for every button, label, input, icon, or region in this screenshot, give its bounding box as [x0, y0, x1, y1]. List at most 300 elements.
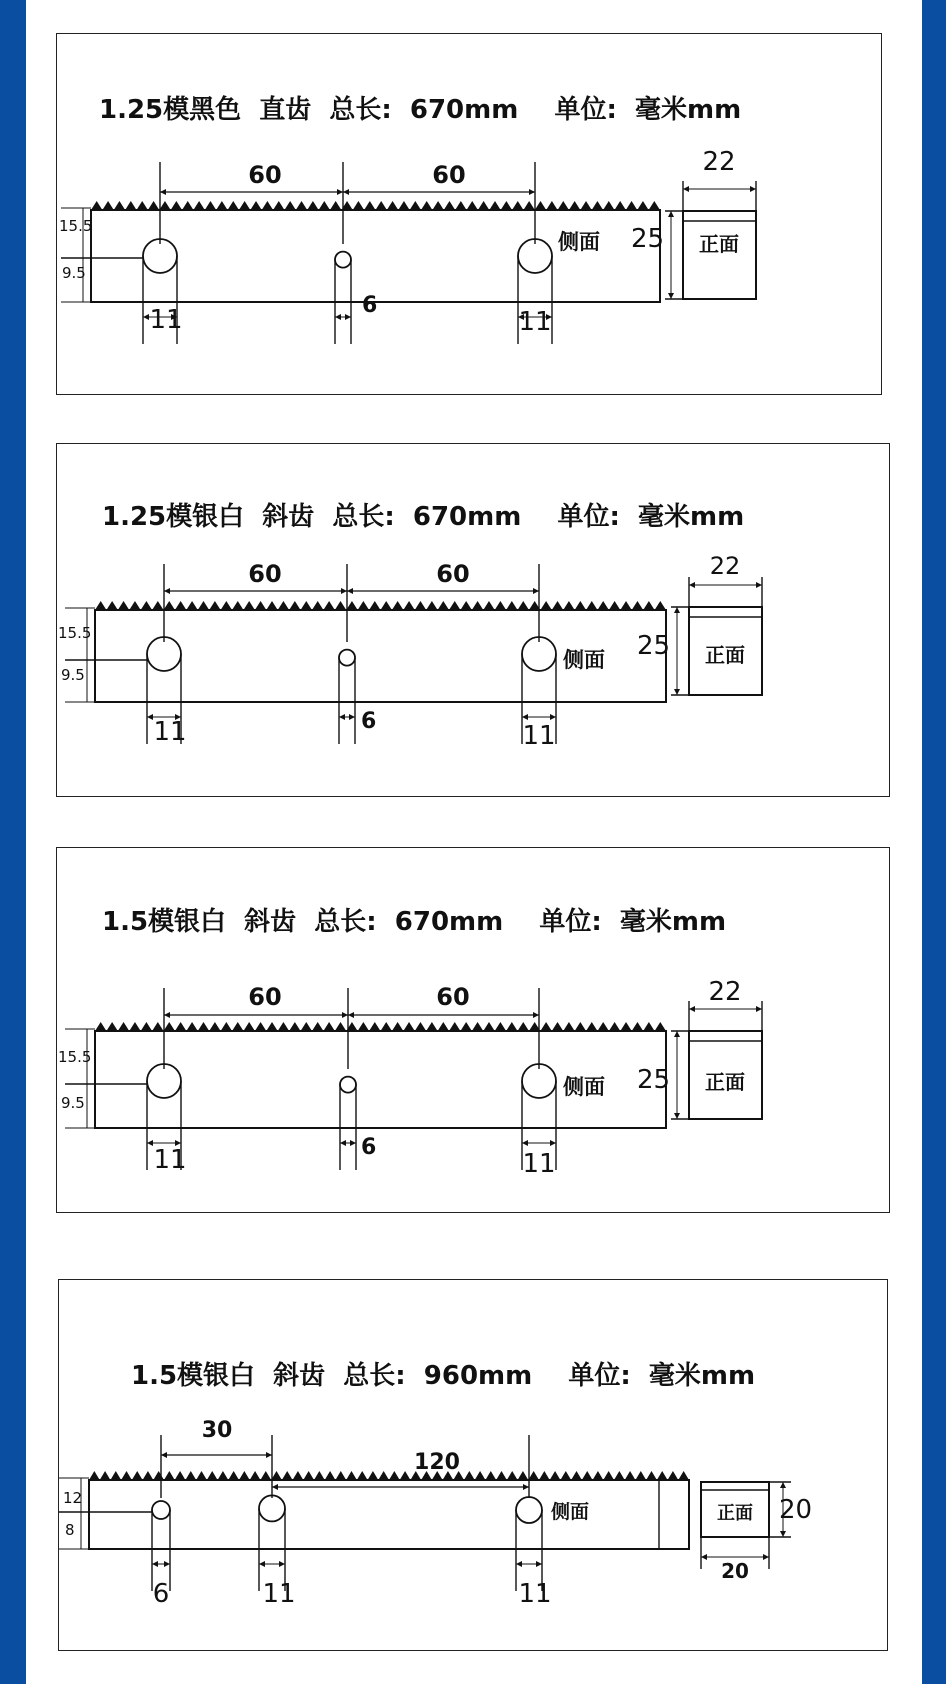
rack-tooth [518, 1471, 529, 1480]
rack-tooth [118, 601, 129, 610]
rack-tooth [141, 601, 152, 610]
arrowhead [343, 189, 349, 195]
arrowhead [668, 293, 674, 299]
rack-tooth [603, 201, 614, 210]
rack-tooth [106, 601, 117, 610]
arrowhead [161, 1452, 167, 1458]
rack-tooth [392, 1022, 403, 1031]
rack-tooth [410, 201, 421, 210]
rack-tooth [239, 201, 250, 210]
arrowhead [750, 186, 756, 192]
rack-tooth [278, 1022, 289, 1031]
front-view-label: 正面 [699, 232, 739, 256]
front-width-label: 20 [721, 1559, 749, 1583]
rack-tooth [626, 201, 637, 210]
dimension-label-60-right: 60 [436, 560, 470, 588]
rack-tooth [266, 601, 277, 610]
rack-tooth [637, 201, 648, 210]
rack-tooth [153, 1471, 164, 1480]
rack-tooth [95, 1022, 106, 1031]
rack-tooth [207, 1471, 218, 1480]
rack-tooth [148, 201, 159, 210]
rack-tooth [625, 1471, 636, 1480]
rack-tooth [523, 201, 534, 210]
arrowhead [683, 186, 689, 192]
hole-left-diameter-label: 11 [153, 1145, 187, 1175]
rack-tooth [250, 1471, 261, 1480]
arrowhead [279, 1561, 285, 1567]
hole-right-diameter-label: 11 [522, 1149, 556, 1179]
hole-right-diameter-label: 11 [522, 721, 556, 751]
side-view-label: 侧面 [551, 1501, 590, 1523]
rack-tooth [558, 201, 569, 210]
rack-tooth [593, 1471, 604, 1480]
mounting-hole [340, 1077, 356, 1093]
rack-tooth [243, 601, 254, 610]
rack-tooth [369, 1022, 380, 1031]
arrowhead [164, 588, 170, 594]
rack-tooth [432, 201, 443, 210]
rack-tooth [221, 601, 232, 610]
rack-tooth [175, 601, 186, 610]
rack-tooth [506, 601, 517, 610]
arrowhead [689, 1006, 695, 1012]
rack-tooth [472, 1022, 483, 1031]
rack-tooth [185, 1471, 196, 1480]
rack-diagram [57, 34, 883, 396]
rack-tooth [159, 201, 170, 210]
rack-tooth [186, 601, 197, 610]
front-view-label: 正面 [705, 1070, 745, 1094]
arrowhead [533, 588, 539, 594]
rack-tooth [221, 1022, 232, 1031]
rack-tooth [460, 601, 471, 610]
rack-tooth [586, 601, 597, 610]
rack-tooth [678, 1471, 689, 1480]
rack-tooth [182, 201, 193, 210]
arrowhead [337, 189, 343, 195]
arrowhead [756, 582, 762, 588]
mounting-hole [152, 1501, 170, 1519]
rack-tooth [512, 201, 523, 210]
rack-tooth [266, 1022, 277, 1031]
arrowhead [550, 1140, 556, 1146]
arrowhead [780, 1482, 786, 1488]
rack-tooth [668, 1471, 679, 1480]
rack-spec-panel-3 [56, 847, 890, 1213]
rack-tooth [381, 1022, 392, 1031]
mounting-hole [335, 252, 351, 268]
rack-tooth [175, 1022, 186, 1031]
arrowhead [348, 1012, 354, 1018]
rack-tooth [325, 1471, 336, 1480]
rack-tooth [460, 1022, 471, 1031]
rack-tooth [137, 201, 148, 210]
rack-tooth [301, 601, 312, 610]
rack-tooth [228, 1471, 239, 1480]
mounting-hole [522, 637, 556, 671]
hole-right-diameter-label: 11 [518, 307, 552, 337]
rack-tooth [569, 201, 580, 210]
rack-tooth [260, 1471, 271, 1480]
rack-tooth [518, 601, 529, 610]
rack-tooth [218, 1471, 229, 1480]
rack-tooth [620, 601, 631, 610]
rack-tooth [335, 1022, 346, 1031]
rack-tooth [335, 601, 346, 610]
mounting-hole [522, 1064, 556, 1098]
arrowhead [536, 1561, 542, 1567]
rack-tooth [369, 601, 380, 610]
front-height-label: 25 [637, 631, 671, 661]
rack-tooth [293, 1471, 304, 1480]
rack-tooth [271, 1471, 282, 1480]
rack-tooth [592, 201, 603, 210]
rack-tooth [483, 601, 494, 610]
rack-tooth [312, 1022, 323, 1031]
rack-tooth [319, 201, 330, 210]
rack-tooth [655, 1022, 666, 1031]
arrowhead [350, 1140, 356, 1146]
rack-tooth [552, 1022, 563, 1031]
rack-tooth [655, 601, 666, 610]
rack-tooth [164, 601, 175, 610]
rack-tooth [353, 201, 364, 210]
rack-tooth [314, 1471, 325, 1480]
rack-spec-panel-1 [56, 33, 882, 395]
rack-tooth [378, 1471, 389, 1480]
rack-tooth [330, 201, 341, 210]
front-view-label: 正面 [717, 1503, 753, 1524]
rack-tooth [540, 601, 551, 610]
arrowhead [516, 1561, 522, 1567]
rack-tooth [506, 1022, 517, 1031]
rack-tooth [389, 1471, 400, 1480]
rack-tooth [232, 601, 243, 610]
rack-tooth [110, 1471, 121, 1480]
rack-tooth [284, 201, 295, 210]
rack-tooth [357, 1471, 368, 1480]
rack-tooth [495, 601, 506, 610]
hole-right-diameter-label: 11 [518, 1579, 552, 1609]
rack-tooth [368, 1471, 379, 1480]
rack-tooth [141, 1022, 152, 1031]
rack-tooth [381, 601, 392, 610]
front-width-label: 22 [709, 552, 741, 580]
rack-tooth [609, 601, 620, 610]
rack-tooth [489, 201, 500, 210]
rack-tooth [580, 201, 591, 210]
mounting-hole [259, 1495, 285, 1521]
rack-tooth [403, 601, 414, 610]
arrowhead [147, 714, 153, 720]
rack-tooth [307, 201, 318, 210]
rack-tooth [289, 601, 300, 610]
arrowhead [164, 1561, 170, 1567]
rack-tooth [535, 201, 546, 210]
mounting-hole [516, 1497, 542, 1523]
arrowhead [143, 314, 149, 320]
rack-tooth [398, 201, 409, 210]
rack-tooth [485, 1471, 496, 1480]
dimension-label-60-left: 60 [248, 161, 282, 189]
rack-tooth [620, 1022, 631, 1031]
arrowhead [689, 582, 695, 588]
rack-tooth [614, 201, 625, 210]
mounting-hole [518, 239, 552, 273]
arrowhead [152, 1561, 158, 1567]
hole-middle-diameter-label: 6 [361, 1135, 377, 1160]
arrowhead [345, 314, 351, 320]
hole-left-diameter-label: 11 [149, 305, 183, 335]
rack-tooth [495, 1022, 506, 1031]
rack-tooth [649, 201, 660, 210]
mounting-hole [143, 239, 177, 273]
dimension-label-30: 30 [201, 1418, 233, 1443]
dimension-label-60-left: 60 [248, 983, 282, 1011]
rack-tooth [496, 1471, 507, 1480]
rack-tooth [216, 201, 227, 210]
rack-tooth [175, 1471, 186, 1480]
rack-tooth [597, 601, 608, 610]
rack-tooth [426, 601, 437, 610]
dimension-label-60-right: 60 [436, 983, 470, 1011]
arrowhead [259, 1561, 265, 1567]
rack-tooth [102, 201, 113, 210]
rack-tooth [438, 601, 449, 610]
arrowhead [147, 1140, 153, 1146]
rack-tooth [507, 1471, 518, 1480]
rack-tooth [335, 1471, 346, 1480]
rack-tooth [563, 601, 574, 610]
rack-tooth [560, 1471, 571, 1480]
panel-title: 1.5模银白 斜齿 总长: 670mm 单位: 毫米mm [102, 907, 727, 937]
rack-tooth [415, 601, 426, 610]
rack-tooth [346, 601, 357, 610]
mounting-hole [147, 637, 181, 671]
rack-tooth [273, 201, 284, 210]
rack-tooth [575, 1022, 586, 1031]
mounting-hole [339, 650, 355, 666]
rack-tooth [483, 1022, 494, 1031]
hole-middle-diameter-label: 6 [362, 293, 378, 318]
rack-tooth [571, 1471, 582, 1480]
front-height-label: 25 [637, 1065, 671, 1095]
rack-spec-panel-2 [56, 443, 890, 797]
rack-tooth [635, 1471, 646, 1480]
rack-tooth [289, 1022, 300, 1031]
arrowhead [341, 588, 347, 594]
dimension-label-60-right: 60 [432, 161, 466, 189]
rack-tooth [415, 1022, 426, 1031]
rack-tooth [152, 1022, 163, 1031]
rack-tooth [129, 1022, 140, 1031]
front-height-label: 20 [779, 1495, 813, 1525]
arrowhead [522, 714, 528, 720]
rack-tooth [646, 1471, 657, 1480]
rack-tooth [528, 1471, 539, 1480]
rack-tooth [364, 201, 375, 210]
arrowhead [756, 1006, 762, 1012]
rack-bar-body [89, 1480, 689, 1549]
mounting-hole [147, 1064, 181, 1098]
rack-tooth [464, 1471, 475, 1480]
rack-tooth [467, 201, 478, 210]
rack-tooth [255, 601, 266, 610]
rack-tooth [358, 601, 369, 610]
rack-spec-panel-4 [58, 1279, 888, 1651]
arrowhead [347, 588, 353, 594]
rack-tooth [193, 201, 204, 210]
rack-tooth [209, 1022, 220, 1031]
front-height-label: 25 [631, 224, 665, 254]
arrowhead [340, 1140, 346, 1146]
rack-tooth [643, 1022, 654, 1031]
rack-tooth [198, 601, 209, 610]
rack-tooth [609, 1022, 620, 1031]
lower-height-label: 9.5 [61, 1094, 85, 1112]
arrowhead [339, 714, 345, 720]
rack-tooth [455, 201, 466, 210]
rack-tooth [586, 1022, 597, 1031]
rack-tooth [100, 1471, 111, 1480]
rack-tooth [196, 1471, 207, 1480]
side-view-label: 侧面 [563, 1075, 605, 1099]
rack-tooth [205, 201, 216, 210]
arrowhead [668, 211, 674, 217]
rack-tooth [603, 1471, 614, 1480]
arrowhead [335, 314, 341, 320]
hole-middle-diameter-label: 6 [361, 709, 377, 734]
rack-tooth [91, 201, 102, 210]
rack-diagram [57, 444, 891, 798]
rack-tooth [421, 201, 432, 210]
dimension-label-120: 120 [414, 1450, 460, 1475]
rack-tooth [597, 1022, 608, 1031]
rack-tooth [403, 1022, 414, 1031]
rack-tooth [387, 201, 398, 210]
rack-tooth [143, 1471, 154, 1480]
panel-title: 1.25模银白 斜齿 总长: 670mm 单位: 毫米mm [102, 502, 745, 532]
arrowhead [674, 1031, 680, 1037]
rack-tooth [296, 201, 307, 210]
front-width-label: 22 [708, 977, 742, 1007]
front-width-label: 22 [702, 147, 736, 177]
upper-height-label: 15.5 [59, 217, 93, 235]
rack-tooth [444, 201, 455, 210]
rack-tooth [657, 1471, 668, 1480]
rack-tooth [303, 1471, 314, 1480]
arrowhead [674, 607, 680, 613]
side-view-label: 侧面 [558, 230, 600, 254]
rack-tooth [426, 1022, 437, 1031]
rack-tooth [129, 601, 140, 610]
rack-tooth [449, 1022, 460, 1031]
upper-height-label: 12 [63, 1489, 83, 1507]
hole-left-diameter-label: 6 [152, 1579, 170, 1609]
dimension-label-60-left: 60 [248, 560, 282, 588]
upper-height-label: 15.5 [58, 624, 92, 642]
arrowhead [349, 714, 355, 720]
rack-tooth [118, 1022, 129, 1031]
rack-tooth [475, 1471, 486, 1480]
rack-tooth [518, 1022, 529, 1031]
hole-middle-diameter-label: 11 [262, 1579, 296, 1609]
rack-tooth [228, 201, 239, 210]
rack-tooth [449, 601, 460, 610]
rack-tooth [239, 1471, 250, 1480]
rack-tooth [575, 601, 586, 610]
arrowhead [674, 1113, 680, 1119]
arrowhead [529, 189, 535, 195]
arrowhead [533, 1012, 539, 1018]
rack-tooth [152, 601, 163, 610]
arrowhead [674, 689, 680, 695]
rack-tooth [232, 1022, 243, 1031]
rack-diagram [57, 848, 891, 1214]
rack-tooth [392, 601, 403, 610]
rack-tooth [132, 1471, 143, 1480]
upper-height-label: 15.5 [58, 1048, 92, 1066]
hole-left-diameter-label: 11 [153, 717, 187, 747]
arrowhead [522, 1140, 528, 1146]
rack-tooth [614, 1471, 625, 1480]
rack-tooth [632, 1022, 643, 1031]
front-view-label: 正面 [705, 643, 745, 667]
rack-tooth [125, 201, 136, 210]
arrowhead [701, 1554, 707, 1560]
rack-tooth [278, 601, 289, 610]
panel-title: 1.5模银白 斜齿 总长: 960mm 单位: 毫米mm [131, 1361, 756, 1391]
rack-tooth [323, 1022, 334, 1031]
rack-tooth [186, 1022, 197, 1031]
rack-tooth [323, 601, 334, 610]
rack-tooth [539, 1471, 550, 1480]
rack-tooth [540, 1022, 551, 1031]
rack-tooth [358, 1022, 369, 1031]
rack-tooth [282, 1471, 293, 1480]
rack-tooth [250, 201, 261, 210]
rack-tooth [582, 1471, 593, 1480]
arrowhead [550, 714, 556, 720]
lower-height-label: 9.5 [61, 666, 85, 684]
rack-tooth [121, 1471, 132, 1480]
rack-tooth [262, 201, 273, 210]
rack-tooth [563, 1022, 574, 1031]
arrowhead [164, 1012, 170, 1018]
rack-tooth [552, 601, 563, 610]
rack-tooth [472, 601, 483, 610]
lower-height-label: 8 [65, 1521, 75, 1539]
rack-tooth [632, 601, 643, 610]
rack-tooth [438, 1022, 449, 1031]
rack-tooth [255, 1022, 266, 1031]
rack-diagram [59, 1280, 889, 1652]
rack-tooth [95, 601, 106, 610]
rack-tooth [89, 1471, 100, 1480]
rack-tooth [209, 601, 220, 610]
rack-tooth [164, 1022, 175, 1031]
rack-tooth [400, 1471, 411, 1480]
rack-tooth [114, 201, 125, 210]
right-frame-border [922, 0, 946, 1684]
side-view-label: 侧面 [563, 648, 605, 672]
panel-title: 1.25模黑色 直齿 总长: 670mm 单位: 毫米mm [99, 95, 742, 125]
rack-tooth [106, 1022, 117, 1031]
rack-tooth [171, 201, 182, 210]
rack-tooth [643, 601, 654, 610]
arrowhead [763, 1554, 769, 1560]
